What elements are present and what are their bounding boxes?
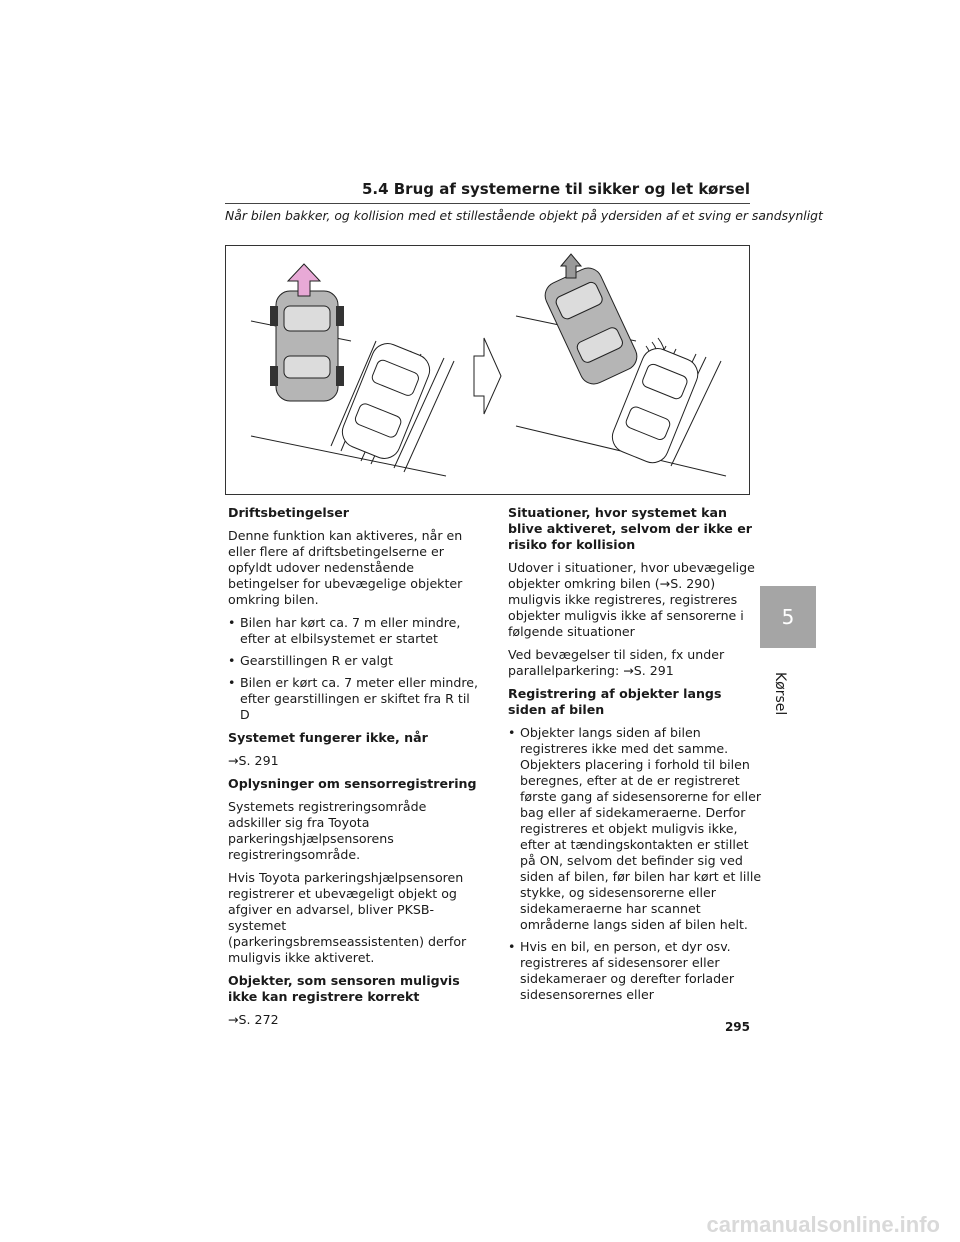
paragraph: Ved bevægelser til siden, fx under parallelparkering: →S. 291 xyxy=(508,647,725,678)
list-item: • Bilen har kørt ca. 7 m eller mindre, efter at elbilsystemet er startet xyxy=(228,615,483,647)
parked-car-left xyxy=(338,339,435,463)
page-reference-link[interactable]: →S. 272 xyxy=(228,1012,279,1027)
page-number: 295 xyxy=(724,1020,750,1034)
list-item: • Gearstillingen R er valgt xyxy=(228,653,483,669)
right-column xyxy=(508,505,763,1010)
paragraph: Denne funktion kan aktiveres, når en eller flere af driftsbetingelserne er opfyldt udover nedenstående betingelser for ubevægelige objekter omkring bilen. xyxy=(228,528,463,607)
section-header: 5.4 Brug af systemerne til sikker og let kørsel xyxy=(225,180,750,204)
transition-arrow-icon xyxy=(474,338,501,414)
chapter-number: 5 xyxy=(781,605,795,629)
heading-side-detection: Registrering af objekter langs siden af bilen xyxy=(508,686,722,717)
list-item: • Bilen er kørt ca. 7 meter eller mindre, efter gearstillingen er skiftet fra R til D xyxy=(228,675,483,723)
conditions-list xyxy=(228,615,483,723)
page-reference-link[interactable]: →S. 291 xyxy=(228,753,279,768)
list-item: • Objekter langs siden af bilen registreres ikke med det samme. Objekters placering i forhold til bilen beregnes, efter at de er registreret første gang af sidesensorerne for eller bag eller af sidekameraerne. Derfor registreres et objekt muligvis ikke, efter at tændingskontakten er stillet på ON, selvom det befinder sig ved siden af bilen, før bilen har kørt et lille stykke, og sidesensorerne eller sidekameraerne har scannet områderne langs siden af bilen helt. xyxy=(508,725,763,933)
side-detection-list xyxy=(508,725,763,1003)
chapter-tab[interactable] xyxy=(760,586,816,648)
chapter-label: Kørsel xyxy=(772,672,788,716)
paragraph: Udover i situationer, hvor ubevægelige objekter omkring bilen (→S. 290) muligvis ikke registreres, registreres objekter muligvis ikke af sensorerne i følgende situationer xyxy=(508,560,755,639)
figure-caption: Når bilen bakker, og kollision med et stillestående objekt på ydersiden af et sving er sandsynligt xyxy=(225,208,823,223)
left-column xyxy=(228,505,483,1035)
heading-undetectable-objects: Objekter, som sensoren muligvis ikke kan registrere korrekt xyxy=(228,973,460,1004)
heading-sensor-detection: Oplysninger om sensorregistrering xyxy=(228,776,477,791)
paragraph: Hvis Toyota parkeringshjælpsensoren registrerer et ubevægeligt objekt og afgiver en advarsel, bliver PKSB-systemet (parkeringsbremseassistenten) derfor muligvis ikke aktiveret. xyxy=(228,870,467,965)
reversing-car-left xyxy=(270,291,344,401)
reversing-car-right xyxy=(541,263,642,388)
heading-false-activation: Situationer, hvor systemet kan blive aktiveret, selvom der ikke er risiko for kollision xyxy=(508,505,752,552)
illustration-parking xyxy=(225,245,750,495)
paragraph: Systemets registreringsområde adskiller sig fra Toyota parkeringshjælpsensorens registreringsområde. xyxy=(228,799,427,862)
list-item: • Hvis en bil, en person, et dyr osv. registreres af sidesensorer eller sidekameraer og derefter forlader sidesensorernes eller xyxy=(508,939,763,1003)
heading-operating-conditions: Driftsbetingelser xyxy=(228,505,349,520)
heading-system-not-working: Systemet fungerer ikke, når xyxy=(228,730,428,745)
watermark: carmanualsonline.info xyxy=(706,1212,940,1237)
